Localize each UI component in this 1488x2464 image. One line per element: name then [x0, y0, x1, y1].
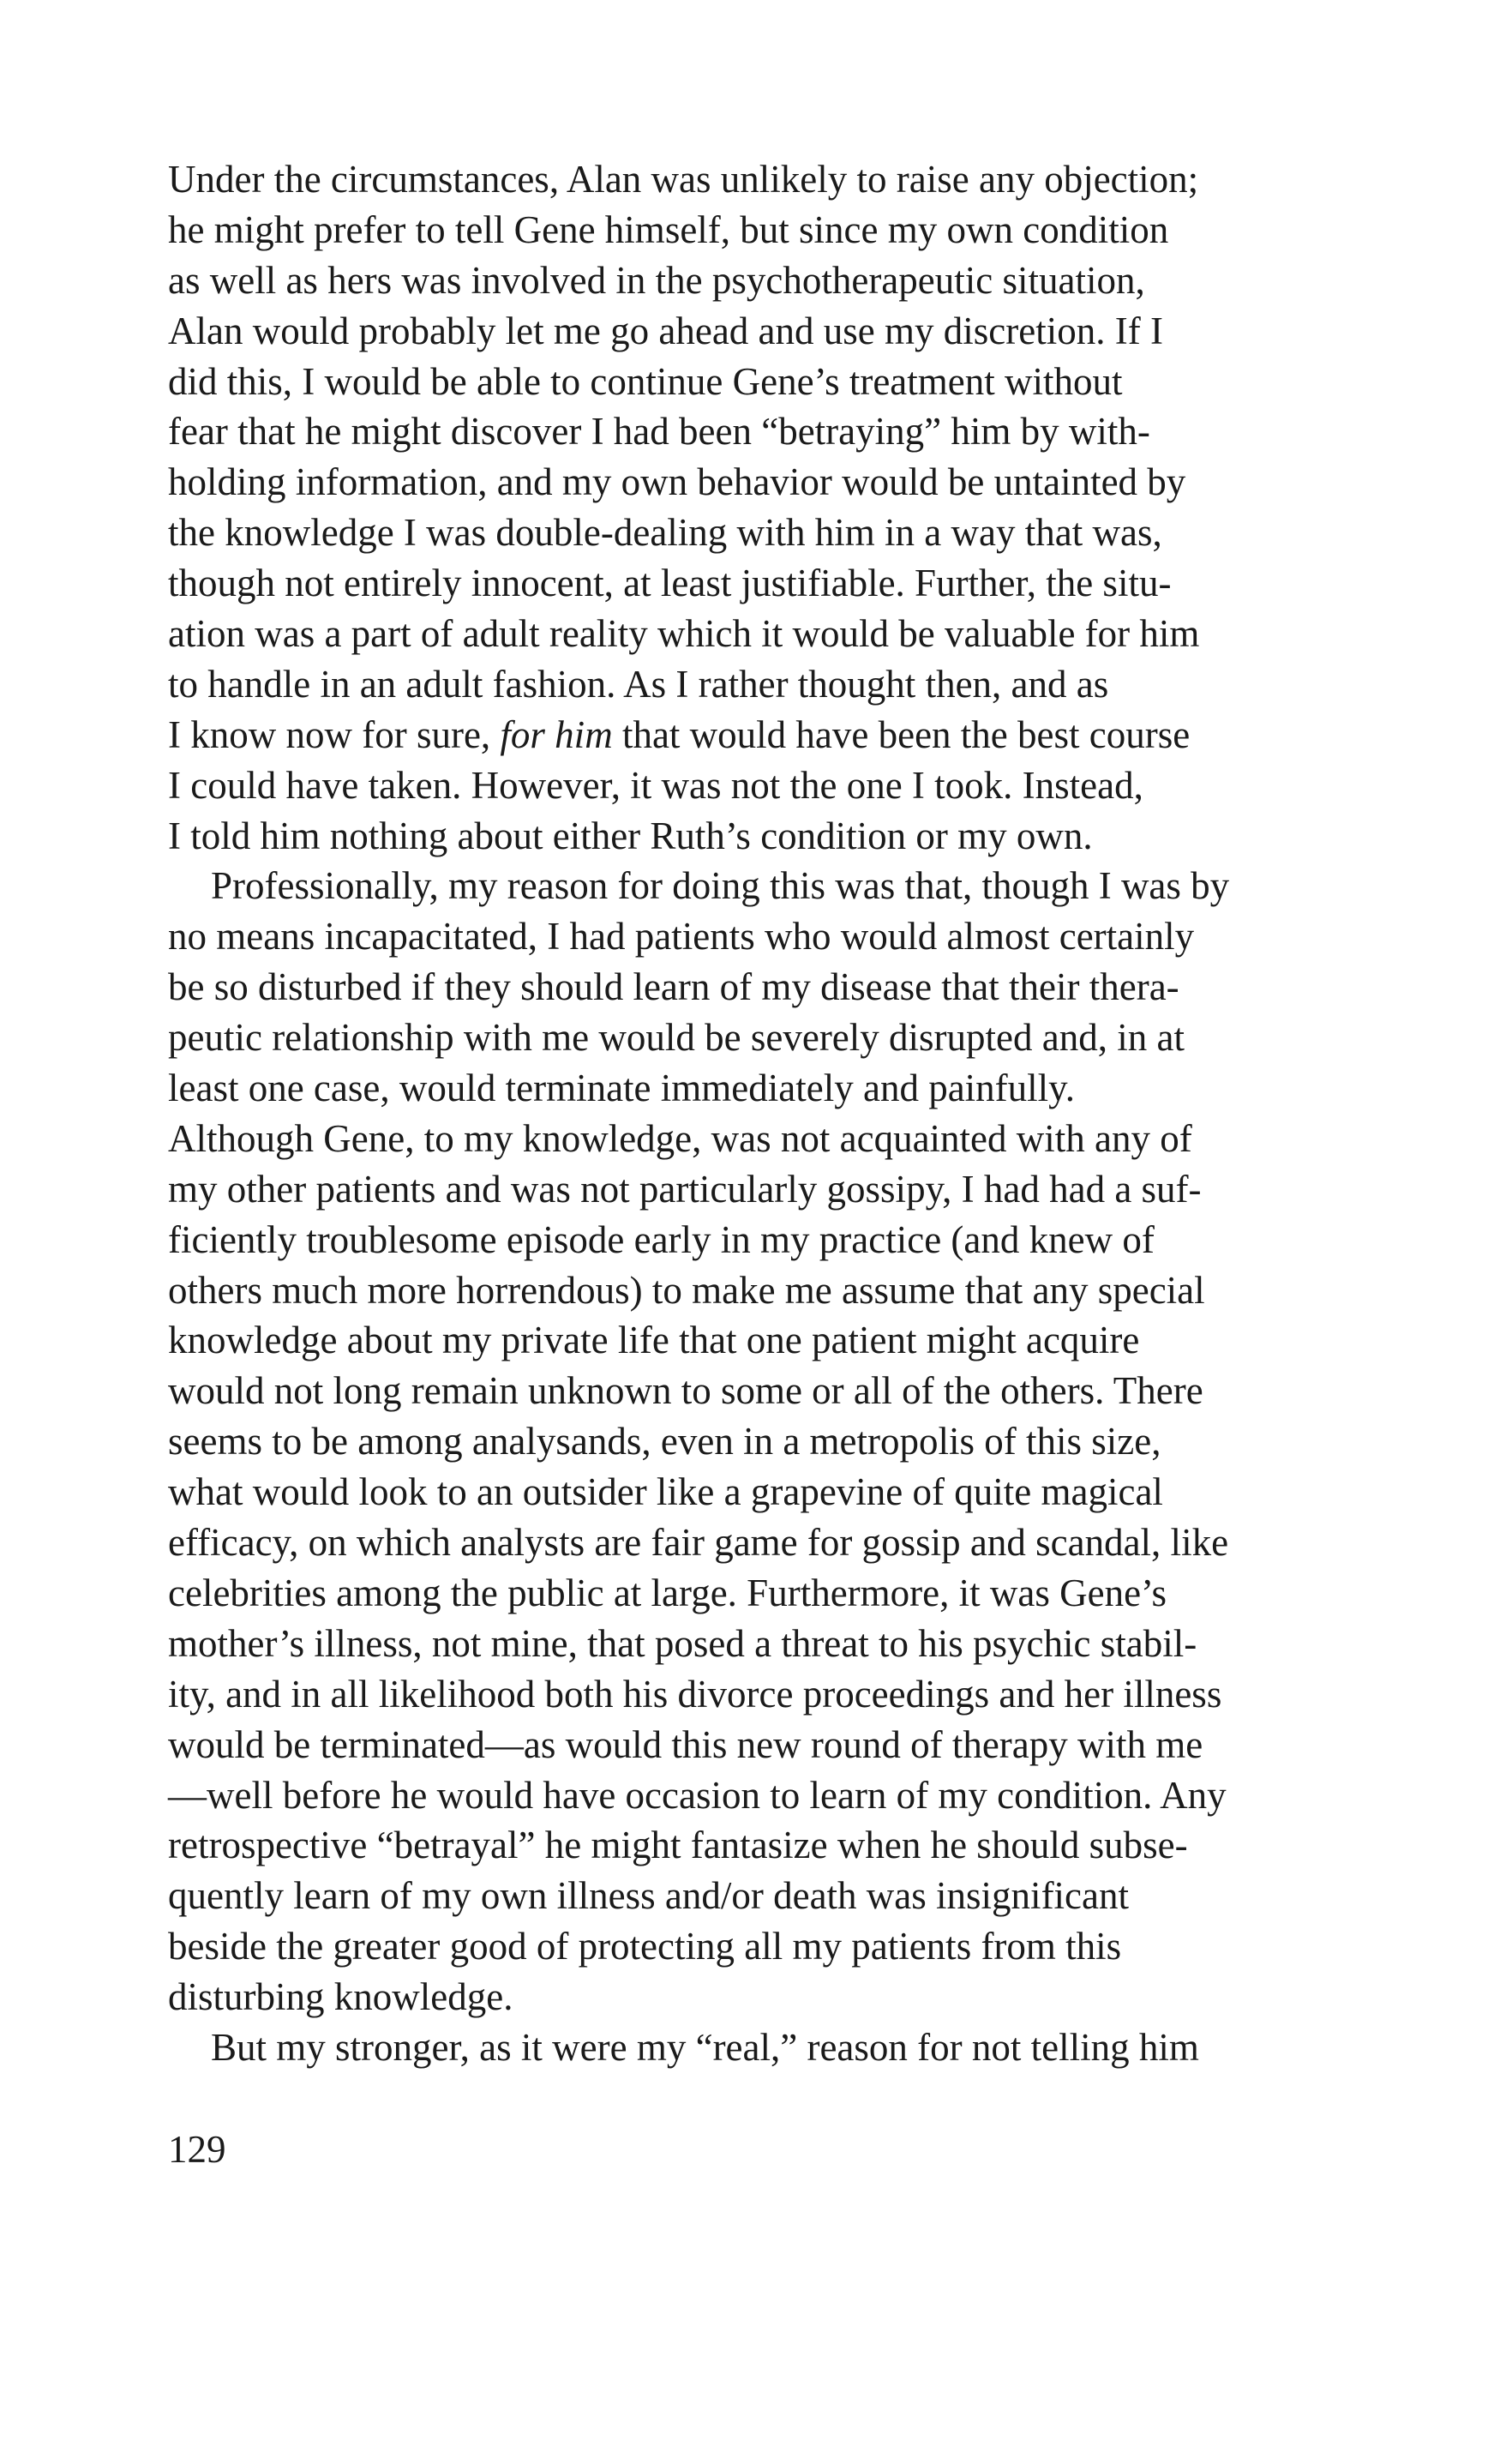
text-line: as well as hers was involved in the psychotherapeutic situation,	[168, 258, 1145, 302]
paragraph-first-line: But my stronger, as it were my “real,” reason for not telling him	[211, 2025, 1199, 2069]
text-line: seems to be among analysands, even in a metropolis of this size,	[168, 1420, 1161, 1463]
text-line: Under the circumstances, Alan was unlikely to raise any objection;	[168, 158, 1199, 201]
text-segment: I know now for sure,	[168, 712, 501, 756]
text-line: others much more horrendous) to make me assume that any special	[168, 1268, 1205, 1312]
text-segment: that would have been the best course	[612, 712, 1191, 756]
text-line: knowledge about my private life that one patient might acquire	[168, 1319, 1140, 1362]
text-line: he might prefer to tell Gene himself, but since my own condition	[168, 207, 1169, 251]
text-line: what would look to an outsider like a grapevine of quite magical	[168, 1470, 1163, 1514]
page-number: 129	[168, 2128, 226, 2171]
text-line: retrospective “betrayal” he might fantasize when he should subse-	[168, 1824, 1188, 1867]
text-line: did this, I would be able to continue Gene’s treatment without	[168, 359, 1123, 403]
text-line: mother’s illness, not mine, that posed a threat to his psychic stabil-	[168, 1621, 1197, 1665]
text-line: would not long remain unknown to some or all of the others. There	[168, 1369, 1203, 1413]
text-line-with-emphasis	[168, 710, 1351, 760]
emphasis-text: for him	[500, 712, 613, 756]
text-line: quently learn of my own illness and/or death was insignificant	[168, 1874, 1130, 1918]
text-line: holding information, and my own behavior would be untainted by	[168, 460, 1186, 504]
text-line: ation was a part of adult reality which it would be valuable for him	[168, 612, 1200, 656]
text-line: no means incapacitated, I had patients who would almost certainly	[168, 915, 1195, 959]
text-line: ficiently troublesome episode early in my practice (and knew of	[168, 1217, 1155, 1261]
text-line: peutic relationship with me would be severely disrupted and, in at	[168, 1016, 1185, 1060]
text-line: disturbing knowledge.	[168, 1975, 513, 2019]
text-line: Although Gene, to my knowledge, was not acquainted with any of	[168, 1116, 1192, 1160]
text-line: ity, and in all likelihood both his divorce proceedings and her illness	[168, 1672, 1222, 1716]
text-line: beside the greater good of protecting all my patients from this	[168, 1925, 1122, 1968]
text-line: efficacy, on which analysts are fair game for gossip and scandal, like	[168, 1521, 1229, 1565]
text-line: I could have taken. However, it was not the one I took. Instead,	[168, 763, 1143, 807]
text-line: Alan would probably let me go ahead and use my discretion. If I	[168, 309, 1163, 352]
text-line: would be terminated—as would this new round of therapy with me	[168, 1722, 1203, 1766]
text-line: the knowledge I was double-dealing with him in a way that was,	[168, 511, 1162, 555]
text-line: be so disturbed if they should learn of my disease that their thera-	[168, 965, 1179, 1009]
text-line: celebrities among the public at large. Furthermore, it was Gene’s	[168, 1571, 1167, 1614]
text-line: fear that he might discover I had been “betraying” him by with-	[168, 410, 1150, 454]
text-line: I told him nothing about either Ruth’s condition or my own.	[168, 814, 1093, 857]
body-text	[168, 154, 1351, 2073]
text-line: least one case, would terminate immediately and painfully.	[168, 1067, 1075, 1110]
text-line: —well before he would have occasion to learn of my condition. Any	[168, 1773, 1227, 1817]
text-line: to handle in an adult fashion. As I rather thought then, and as	[168, 662, 1109, 706]
text-line: my other patients and was not particularly gossipy, I had had a suf-	[168, 1167, 1202, 1211]
paragraph-first-line: Professionally, my reason for doing this was that, though I was by	[211, 864, 1230, 908]
text-line: though not entirely innocent, at least justifiable. Further, the situ-	[168, 562, 1172, 605]
